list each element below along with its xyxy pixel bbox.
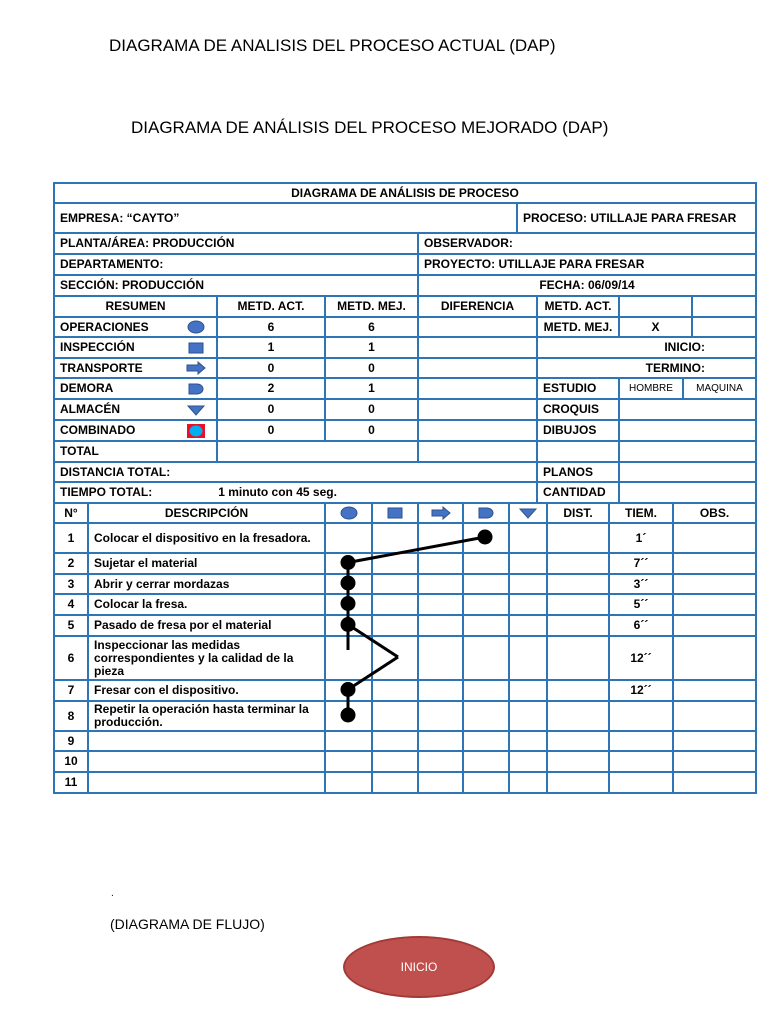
step-n-5 [53, 635, 89, 681]
metd-mej-extra [691, 316, 757, 338]
step-symbol-cell-1-1 [371, 552, 419, 575]
summary-act-0 [216, 316, 326, 338]
planta-cell [53, 232, 419, 255]
title-mejorado: DIAGRAMA DE ANÁLISIS DEL PROCESO MEJORADO (DAP) [131, 118, 609, 137]
step-n-0-text: 1 [67, 530, 75, 545]
step-desc-4 [87, 614, 326, 637]
summary-header-metd-act-text: METD. ACT. [237, 299, 305, 313]
process-analysis-table [53, 182, 756, 792]
summary-mej-4 [324, 398, 419, 421]
summary-mej-2 [324, 357, 419, 379]
metd-act-label-text: METD. ACT. [544, 299, 612, 313]
tiempo-cell [53, 481, 538, 504]
step-tiem-3 [608, 593, 674, 616]
start-ellipse [343, 936, 495, 998]
total-right-b [618, 440, 757, 463]
steps-header-symbol-4 [508, 502, 548, 524]
summary-label-4 [53, 398, 218, 421]
step-symbol-cell-9-3 [462, 750, 510, 773]
delay-d-icon [476, 506, 496, 520]
step-symbol-cell-1-3 [462, 552, 510, 575]
step-symbol-cell-5-3 [462, 635, 510, 681]
dibujos-cell [536, 419, 620, 442]
summary-label-text: OPERACIONES [60, 319, 149, 334]
step-symbol-cell-10-2 [417, 771, 464, 794]
planos-cell-text: PLANOS [543, 464, 594, 479]
step-tiem-1-text: 7´´ [633, 556, 649, 570]
summary-label-5 [53, 419, 218, 442]
step-n-6-text: 7 [67, 683, 75, 697]
cantidad-cell [536, 481, 620, 504]
step-dist-9 [546, 750, 610, 773]
steps-header-tiem-text: TIEM. [625, 505, 657, 520]
step-obs-6 [672, 679, 757, 702]
step-symbol-cell-8-0 [324, 730, 373, 752]
step-symbol-cell-0-1 [371, 522, 419, 554]
step-symbol-cell-7-4 [508, 700, 548, 732]
summary-mej-1 [324, 336, 419, 359]
steps-header-desc-text: DESCRIPCIÓN [164, 505, 249, 520]
step-obs-5 [672, 635, 757, 681]
step-symbol-cell-9-2 [417, 750, 464, 773]
termino-cell [536, 357, 757, 379]
step-symbol-cell-8-1 [371, 730, 419, 752]
steps-header-obs-text: OBS. [699, 505, 730, 520]
croquis-cell [536, 398, 620, 421]
planos-value [618, 461, 757, 483]
combined-icon [186, 424, 206, 438]
delay-d-icon [186, 382, 206, 396]
step-symbol-cell-7-1 [371, 700, 419, 732]
inicio-cell [536, 336, 757, 359]
dibujos-cell-text: DIBUJOS [543, 423, 597, 437]
summary-label-text: INSPECCIÓN [60, 340, 135, 354]
step-symbol-cell-4-1 [371, 614, 419, 637]
steps-header-dist [546, 502, 610, 524]
summary-label-text: DEMORA [60, 381, 114, 395]
step-obs-2 [672, 573, 757, 595]
inspection-square-icon [186, 341, 206, 355]
summary-label-2 [53, 357, 218, 379]
distancia-cell [53, 461, 538, 483]
step-symbol-cell-8-2 [417, 730, 464, 752]
summary-diff-2 [417, 357, 538, 379]
step-dist-2 [546, 573, 610, 595]
step-tiem-5 [608, 635, 674, 681]
step-obs-9 [672, 750, 757, 773]
summary-header-diferencia [417, 295, 538, 318]
summary-act-4-text: 0 [267, 402, 275, 416]
metd-act-label [536, 295, 620, 318]
step-symbol-cell-0-0 [324, 522, 373, 554]
step-symbol-cell-10-3 [462, 771, 510, 794]
planta-cell-text: PLANTA/ÁREA: PRODUCCIÓN [60, 236, 235, 250]
step-desc-3 [87, 593, 326, 616]
summary-header-metd-act [216, 295, 326, 318]
metd-mej-label [536, 316, 620, 338]
transport-arrow-icon [431, 506, 451, 520]
steps-header-n [53, 502, 89, 524]
step-dist-4 [546, 614, 610, 637]
summary-mej-5 [324, 419, 419, 442]
step-n-9 [53, 750, 89, 773]
tiempo-value: 1 minuto con 45 seg. [218, 485, 337, 499]
step-obs-0 [672, 522, 757, 554]
summary-act-1-text: 1 [267, 340, 275, 354]
summary-header-metd-mej [324, 295, 419, 318]
step-tiem-5-text: 12´´ [630, 650, 652, 665]
step-symbol-cell-3-1 [371, 593, 419, 616]
step-symbol-cell-6-4 [508, 679, 548, 702]
steps-header-n-text: N° [64, 505, 78, 520]
step-dist-0 [546, 522, 610, 554]
summary-header-diferencia-text: DIFERENCIA [440, 299, 515, 313]
step-tiem-6-text: 12´´ [630, 683, 652, 697]
steps-header-dist-text: DIST. [563, 505, 593, 520]
empresa-cell-text: EMPRESA: “CAYTO” [60, 210, 180, 225]
proyecto-cell-text: PROYECTO: UTILLAJE PARA FRESAR [424, 257, 645, 271]
step-symbol-cell-2-0 [324, 573, 373, 595]
step-symbol-cell-8-3 [462, 730, 510, 752]
step-symbol-cell-5-0 [324, 635, 373, 681]
step-symbol-cell-7-2 [417, 700, 464, 732]
step-symbol-cell-9-0 [324, 750, 373, 773]
step-tiem-3-text: 5´´ [633, 597, 649, 611]
step-symbol-cell-2-4 [508, 573, 548, 595]
fecha-cell-text: FECHA: 06/09/14 [539, 278, 635, 292]
step-symbol-cell-9-4 [508, 750, 548, 773]
step-desc-1 [87, 552, 326, 575]
observador-cell [417, 232, 757, 255]
empresa-cell [53, 202, 518, 234]
steps-header-symbol-0 [324, 502, 373, 524]
step-desc-1-text: Sujetar el material [94, 556, 198, 570]
distancia-cell-text: DISTANCIA TOTAL: [60, 464, 171, 479]
step-symbol-cell-9-1 [371, 750, 419, 773]
step-desc-2 [87, 573, 326, 595]
summary-act-5 [216, 419, 326, 442]
step-symbol-cell-5-1 [371, 635, 419, 681]
metd-mej-label-text: METD. MEJ. [543, 319, 613, 334]
step-n-8-text: 9 [67, 733, 75, 748]
step-symbol-cell-10-1 [371, 771, 419, 794]
step-n-3-text: 4 [67, 597, 75, 611]
step-symbol-cell-10-0 [324, 771, 373, 794]
termino-cell-text: TERMINO: [645, 360, 705, 375]
table-heading [53, 182, 757, 204]
step-obs-7 [672, 700, 757, 732]
transport-arrow-icon [186, 361, 206, 375]
step-n-3 [53, 593, 89, 616]
step-dist-10 [546, 771, 610, 794]
step-n-1 [53, 552, 89, 575]
total-label [53, 440, 218, 463]
summary-mej-2-text: 0 [368, 360, 375, 375]
step-desc-7 [87, 700, 326, 732]
summary-act-4 [216, 398, 326, 421]
step-n-0 [53, 522, 89, 554]
observador-cell-text: OBSERVADOR: [424, 236, 513, 250]
step-obs-1 [672, 552, 757, 575]
summary-mej-3 [324, 377, 419, 400]
summary-label-0 [53, 316, 218, 338]
step-desc-7-text: Repetir la operación hasta terminar la producción. [94, 702, 309, 729]
summary-mej-1-text: 1 [368, 340, 375, 354]
maquina-cell-text: MAQUINA [696, 383, 743, 394]
metd-act-mark [618, 295, 693, 318]
step-symbol-cell-3-3 [462, 593, 510, 616]
step-obs-10 [672, 771, 757, 794]
flow-caption: (DIAGRAMA DE FLUJO) [110, 916, 265, 932]
summary-header-metd-mej-text: METD. MEJ. [337, 299, 406, 313]
steps-header-symbol-3 [462, 502, 510, 524]
step-symbol-cell-10-4 [508, 771, 548, 794]
step-symbol-cell-7-3 [462, 700, 510, 732]
total-label-text: TOTAL [60, 444, 99, 458]
step-obs-8 [672, 730, 757, 752]
step-symbol-cell-6-3 [462, 679, 510, 702]
summary-act-3-text: 2 [267, 381, 275, 395]
summary-act-2 [216, 357, 326, 379]
step-symbol-cell-2-2 [417, 573, 464, 595]
step-symbol-cell-0-4 [508, 522, 548, 554]
step-symbol-cell-1-4 [508, 552, 548, 575]
step-n-9-text: 10 [64, 754, 78, 768]
start-label: INICIO [400, 960, 438, 974]
storage-triangle-icon [518, 506, 538, 520]
step-symbol-cell-4-2 [417, 614, 464, 637]
step-tiem-0-text: 1´ [635, 530, 647, 545]
step-desc-8 [87, 730, 326, 752]
summary-label-1 [53, 336, 218, 359]
step-desc-2-text: Abrir y cerrar mordazas [94, 576, 230, 591]
metd-mej-mark [618, 316, 693, 338]
step-tiem-0 [608, 522, 674, 554]
step-symbol-cell-2-3 [462, 573, 510, 595]
summary-header-resumen-text: RESUMEN [105, 299, 166, 313]
summary-act-0-text: 6 [267, 319, 275, 334]
step-obs-3 [672, 593, 757, 616]
total-right-a [536, 440, 620, 463]
title-actual: DIAGRAMA DE ANALISIS DEL PROCESO ACTUAL (DAP) [109, 36, 556, 55]
step-n-7-text: 8 [67, 708, 75, 723]
summary-diff-5 [417, 419, 538, 442]
step-desc-3-text: Colocar la fresa. [94, 597, 188, 611]
step-n-2-text: 3 [67, 576, 75, 591]
step-dist-6 [546, 679, 610, 702]
step-n-6 [53, 679, 89, 702]
estudio-cell-text: ESTUDIO [543, 381, 597, 395]
step-tiem-2 [608, 573, 674, 595]
summary-label-text: COMBINADO [60, 423, 136, 437]
operation-circle-icon [186, 320, 206, 334]
proceso-cell [516, 202, 757, 234]
metd-act-extra [691, 295, 757, 318]
step-desc-10 [87, 771, 326, 794]
fecha-cell [417, 274, 757, 297]
step-desc-6 [87, 679, 326, 702]
cantidad-cell-text: CANTIDAD [543, 485, 606, 499]
step-n-5-text: 6 [67, 650, 75, 665]
proyecto-cell [417, 253, 757, 276]
summary-label-text: TRANSPORTE [60, 360, 143, 375]
summary-mej-0-text: 6 [368, 319, 375, 334]
step-desc-9 [87, 750, 326, 773]
step-symbol-cell-1-2 [417, 552, 464, 575]
total-diff [417, 440, 538, 463]
summary-act-3 [216, 377, 326, 400]
step-symbol-cell-3-2 [417, 593, 464, 616]
summary-diff-4 [417, 398, 538, 421]
step-symbol-cell-5-4 [508, 635, 548, 681]
cantidad-value [618, 481, 757, 504]
steps-header-symbol-2 [417, 502, 464, 524]
planos-cell [536, 461, 620, 483]
step-desc-0-text: Colocar el dispositivo en la fresadora. [94, 530, 311, 545]
dibujos-value [618, 419, 757, 442]
summary-label-text: ALMACÉN [60, 402, 120, 416]
summary-mej-3-text: 1 [368, 381, 375, 395]
step-n-1-text: 2 [67, 556, 75, 570]
summary-label-3 [53, 377, 218, 400]
step-desc-5-text: Inspeccionar las medidas correspondientes y la calidad de la pieza [94, 637, 294, 678]
summary-mej-0 [324, 316, 419, 338]
step-tiem-1 [608, 552, 674, 575]
step-tiem-6 [608, 679, 674, 702]
step-symbol-cell-3-0 [324, 593, 373, 616]
step-symbol-cell-4-3 [462, 614, 510, 637]
summary-mej-4-text: 0 [368, 402, 375, 416]
step-symbol-cell-0-3 [462, 522, 510, 554]
table-heading-text: DIAGRAMA DE ANÁLISIS DE PROCESO [291, 185, 519, 200]
step-tiem-9 [608, 750, 674, 773]
steps-header-symbol-1 [371, 502, 419, 524]
step-symbol-cell-3-4 [508, 593, 548, 616]
step-symbol-cell-7-0 [324, 700, 373, 732]
step-n-2 [53, 573, 89, 595]
metd-mej-mark-text: X [651, 319, 660, 334]
estudio-cell [536, 377, 620, 400]
step-dist-3 [546, 593, 610, 616]
step-tiem-10 [608, 771, 674, 794]
departamento-cell [53, 253, 419, 276]
step-desc-4-text: Pasado de fresa por el material [94, 618, 272, 632]
step-obs-4 [672, 614, 757, 637]
step-symbol-cell-6-0 [324, 679, 373, 702]
steps-header-desc [87, 502, 326, 524]
proceso-cell-text: PROCESO: UTILLAJE PARA FRESAR [523, 210, 737, 225]
inicio-cell-text: INICIO: [664, 340, 705, 354]
seccion-cell [53, 274, 419, 297]
step-symbol-cell-5-2 [417, 635, 464, 681]
step-n-8 [53, 730, 89, 752]
summary-mej-5-text: 0 [368, 423, 375, 437]
step-symbol-cell-6-1 [371, 679, 419, 702]
step-n-10 [53, 771, 89, 794]
total-value [216, 440, 419, 463]
step-tiem-4-text: 6´´ [633, 618, 649, 632]
summary-header-resumen [53, 295, 218, 318]
step-desc-6-text: Fresar con el dispositivo. [94, 683, 239, 697]
summary-diff-3 [417, 377, 538, 400]
steps-header-obs [672, 502, 757, 524]
stray-dot: . [111, 888, 114, 899]
summary-act-2-text: 0 [267, 360, 275, 375]
step-n-4 [53, 614, 89, 637]
step-n-10-text: 11 [64, 775, 78, 789]
steps-header-tiem [608, 502, 674, 524]
operation-circle-icon [339, 506, 359, 520]
step-dist-7 [546, 700, 610, 732]
step-n-4-text: 5 [67, 618, 75, 632]
departamento-cell-text: DEPARTAMENTO: [60, 257, 164, 271]
tiempo-label: TIEMPO TOTAL: [60, 485, 153, 499]
hombre-cell [618, 377, 684, 400]
step-tiem-7 [608, 700, 674, 732]
step-dist-5 [546, 635, 610, 681]
step-tiem-4 [608, 614, 674, 637]
croquis-value [618, 398, 757, 421]
step-symbol-cell-6-2 [417, 679, 464, 702]
summary-diff-1 [417, 336, 538, 359]
step-symbol-cell-0-2 [417, 522, 464, 554]
step-n-7 [53, 700, 89, 732]
step-desc-5 [87, 635, 326, 681]
step-desc-0 [87, 522, 326, 554]
croquis-cell-text: CROQUIS [543, 402, 600, 416]
maquina-cell [682, 377, 757, 400]
hombre-cell-text: HOMBRE [629, 383, 673, 394]
step-symbol-cell-4-4 [508, 614, 548, 637]
summary-act-5-text: 0 [267, 423, 275, 437]
step-dist-1 [546, 552, 610, 575]
step-tiem-8 [608, 730, 674, 752]
step-tiem-2-text: 3´´ [633, 576, 649, 591]
storage-triangle-icon [186, 403, 206, 417]
step-symbol-cell-1-0 [324, 552, 373, 575]
step-symbol-cell-4-0 [324, 614, 373, 637]
seccion-cell-text: SECCIÓN: PRODUCCIÓN [60, 278, 205, 292]
summary-act-1 [216, 336, 326, 359]
step-symbol-cell-8-4 [508, 730, 548, 752]
step-dist-8 [546, 730, 610, 752]
inspection-square-icon [385, 506, 405, 520]
summary-diff-0 [417, 316, 538, 338]
step-symbol-cell-2-1 [371, 573, 419, 595]
